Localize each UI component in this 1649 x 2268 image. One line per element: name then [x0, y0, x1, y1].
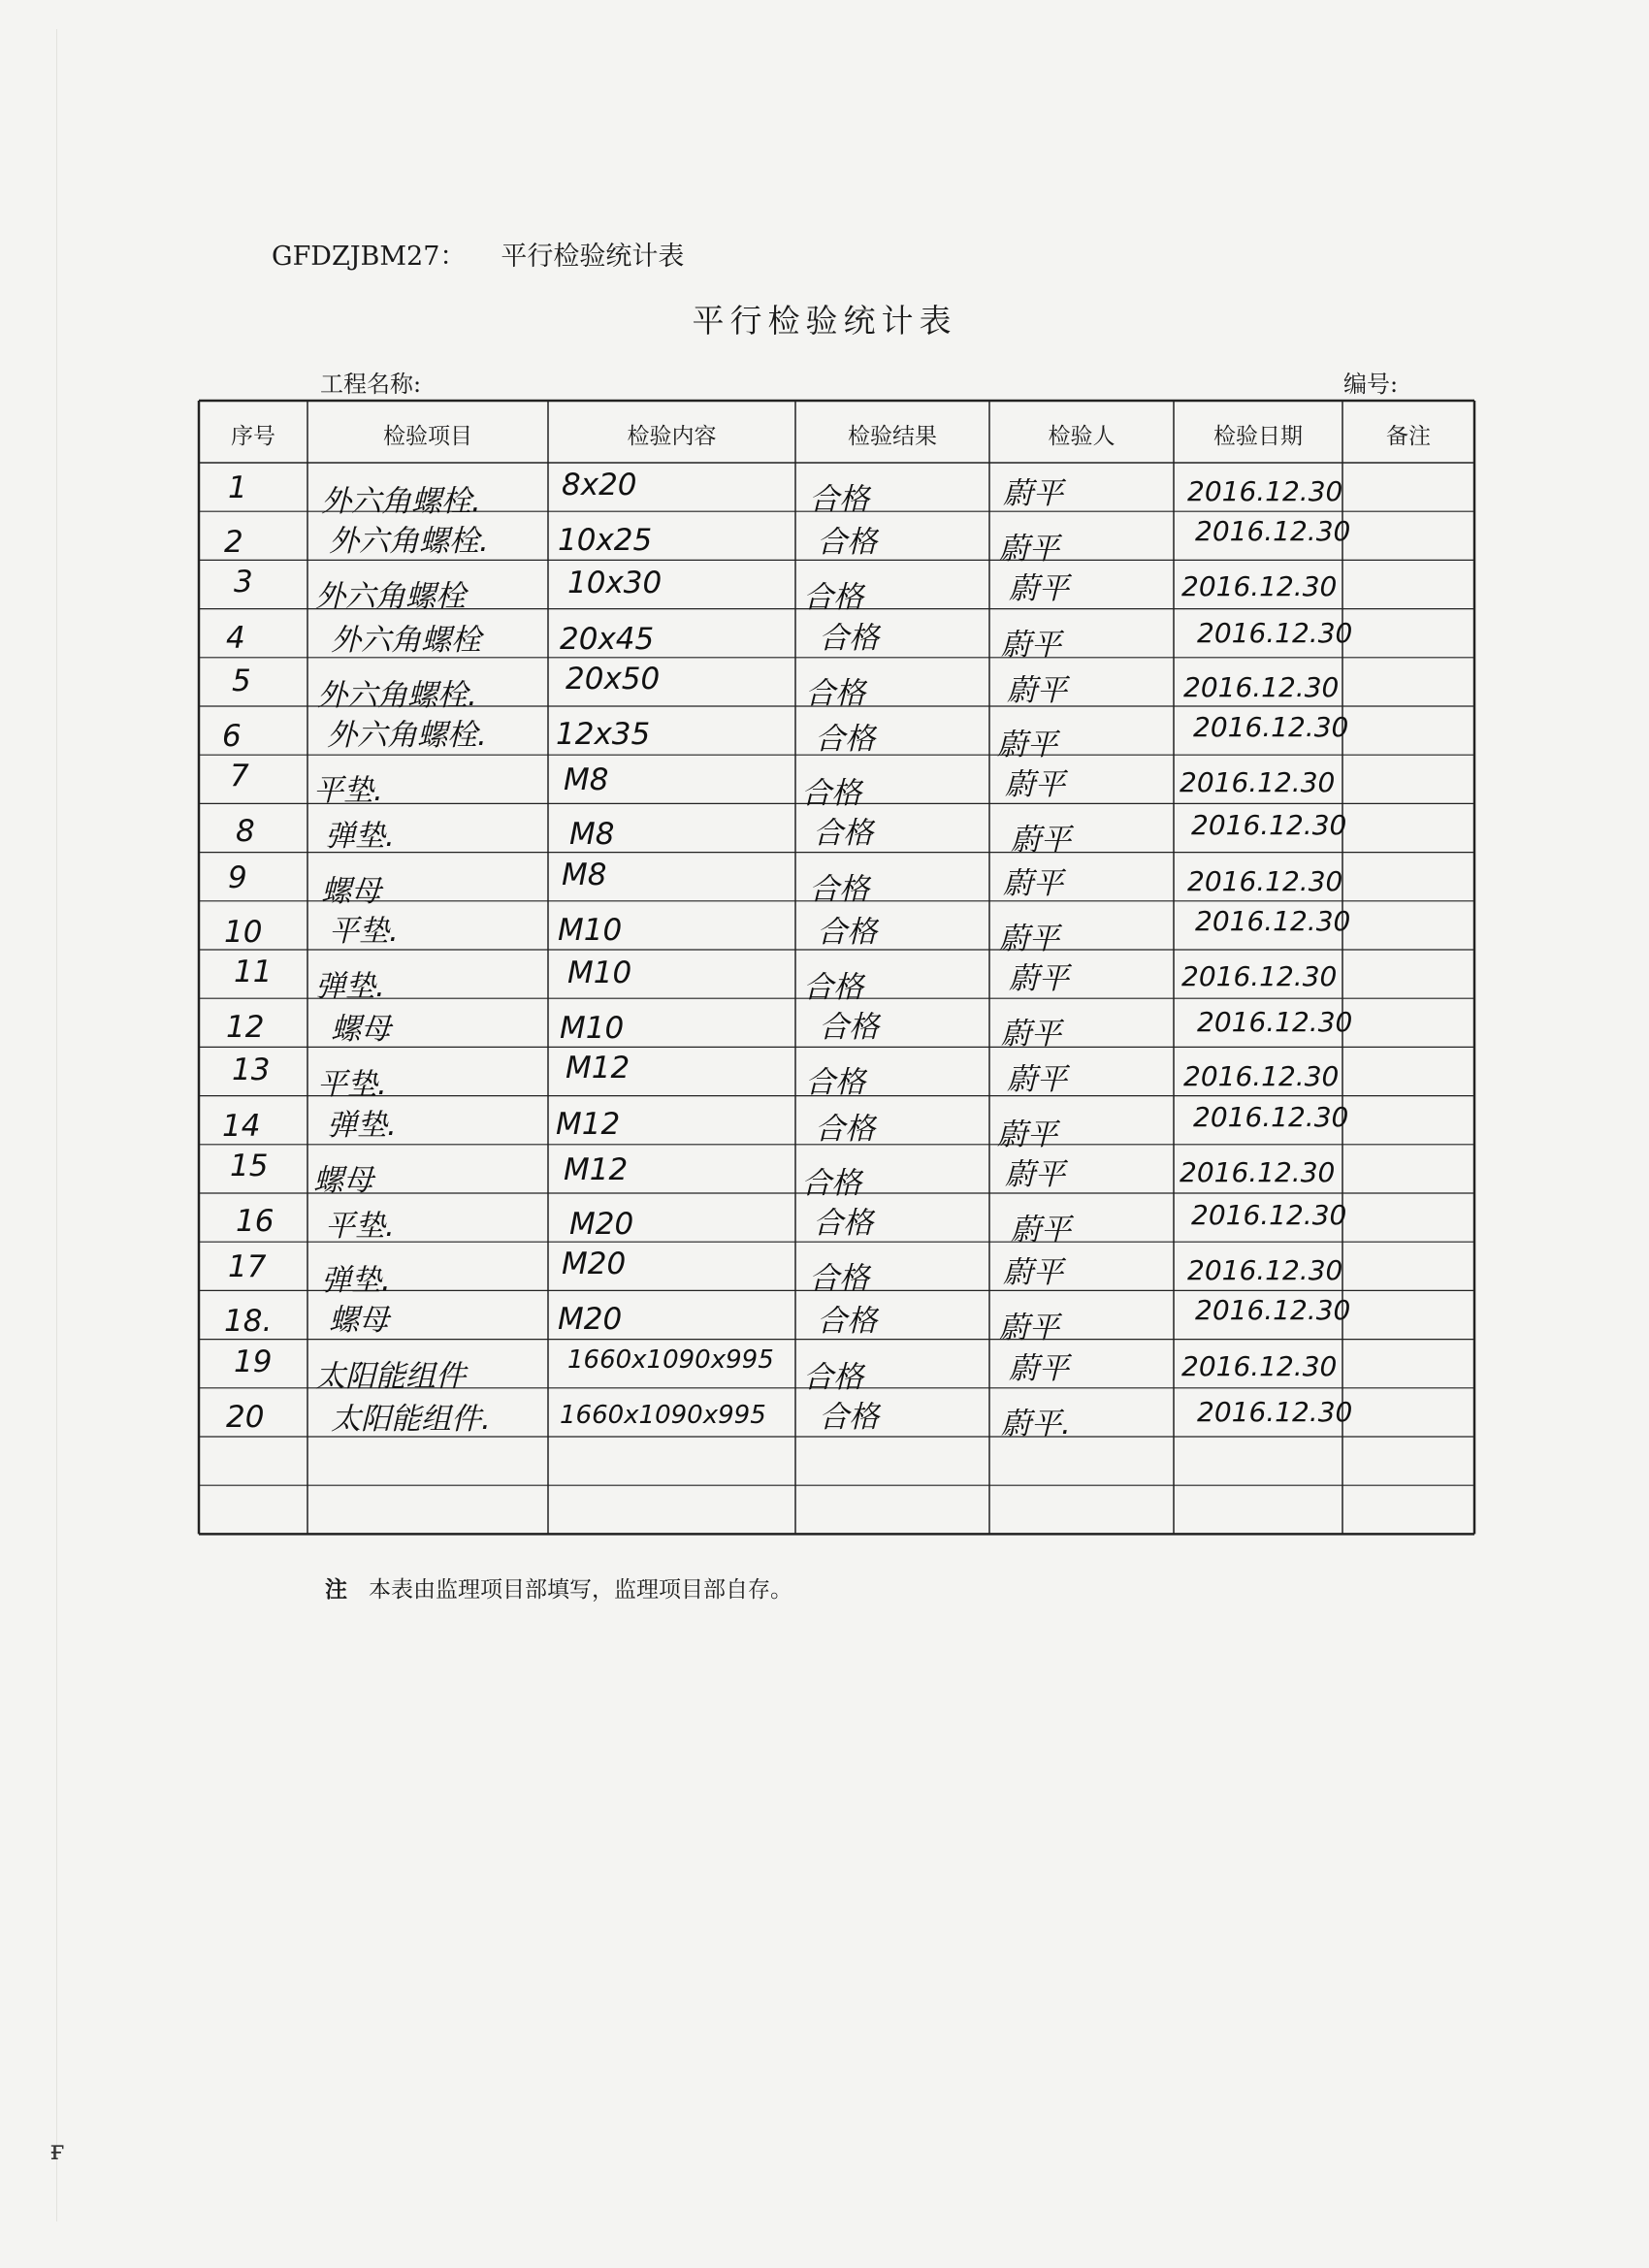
- cell-date: 2016.12.30: [1187, 475, 1343, 507]
- cell-result: 合格: [815, 722, 875, 757]
- footnote-prefix: 注: [325, 1576, 347, 1603]
- cell-item: 螺母: [313, 1162, 373, 1198]
- margin-mark: ғ: [50, 2134, 65, 2166]
- cell-content: M20: [558, 1302, 623, 1338]
- cell-date: 2016.12.30: [1195, 515, 1351, 548]
- column-header-date: 检验日期: [1213, 424, 1303, 449]
- cell-inspector: 蔚平: [1001, 627, 1061, 663]
- cell-content: 20x45: [560, 621, 655, 657]
- cell-result: 合格: [819, 1010, 879, 1046]
- cell-seq: 12: [226, 1010, 265, 1046]
- cell-content: M8: [562, 857, 607, 892]
- cell-content: 20x50: [566, 661, 661, 697]
- cell-result: 合格: [801, 1165, 861, 1201]
- cell-seq: 14: [222, 1108, 261, 1144]
- cell-item: 平垫.: [317, 1067, 387, 1103]
- cell-result: 合格: [805, 1065, 865, 1101]
- cell-date: 2016.12.30: [1181, 1349, 1338, 1382]
- cell-inspector: 蔚平: [1005, 767, 1065, 803]
- cell-item: 弹垫.: [327, 1107, 397, 1143]
- cell-inspector: 蔚平: [1005, 1156, 1065, 1192]
- cell-inspector: 蔚平: [1009, 571, 1069, 607]
- cell-item: 外六角螺栓.: [327, 718, 487, 753]
- cell-item: 弹垫.: [315, 969, 385, 1004]
- cell-result: 合格: [815, 1111, 875, 1147]
- cell-item: 弹垫.: [321, 1263, 391, 1299]
- cell-item: 弹垫.: [325, 819, 395, 855]
- cell-content: M20: [562, 1247, 627, 1282]
- cell-item: 外六角螺栓: [315, 579, 466, 615]
- cell-inspector: 蔚平: [1007, 672, 1067, 708]
- cell-content: M8: [569, 817, 615, 853]
- cell-date: 2016.12.30: [1181, 960, 1338, 992]
- cell-inspector: 蔚平: [999, 1311, 1059, 1346]
- page-title: 平行检验统计表: [692, 302, 957, 340]
- cell-item: 太阳能组件: [315, 1358, 466, 1394]
- cell-date: 2016.12.30: [1187, 1254, 1343, 1287]
- cell-date: 2016.12.30: [1195, 904, 1351, 937]
- cell-date: 2016.12.30: [1191, 1199, 1347, 1231]
- form-code-title: 平行检验统计表: [501, 242, 685, 272]
- cell-date: 2016.12.30: [1183, 1060, 1340, 1093]
- cell-seq: 3: [234, 565, 253, 600]
- cell-content: M12: [556, 1106, 621, 1142]
- column-header-seq: 序号: [231, 424, 275, 449]
- cell-item: 螺母: [321, 873, 381, 909]
- cell-result: 合格: [809, 482, 869, 517]
- cell-content: 12x35: [556, 717, 651, 752]
- cell-seq: 20: [226, 1399, 265, 1435]
- cell-content: M10: [558, 912, 623, 948]
- number-label: 编号:: [1343, 371, 1399, 398]
- cell-seq: 2: [224, 525, 243, 561]
- cell-seq: 6: [222, 719, 242, 754]
- cell-seq: 18.: [224, 1304, 273, 1340]
- cell-result: 合格: [817, 525, 877, 561]
- cell-date: 2016.12.30: [1193, 1100, 1349, 1133]
- cell-content: 10x25: [558, 523, 653, 559]
- project-name-label: 工程名称:: [320, 371, 422, 398]
- cell-inspector: 蔚平: [1007, 1062, 1067, 1098]
- cell-result: 合格: [803, 970, 863, 1005]
- cell-seq: 13: [232, 1053, 271, 1088]
- form-code: GFDZJBM27：: [272, 242, 467, 272]
- cell-inspector: 蔚平: [1003, 865, 1063, 901]
- cell-item: 外六角螺栓.: [317, 677, 477, 713]
- cell-content: 1660x1090x995: [560, 1400, 766, 1430]
- cell-result: 合格: [813, 816, 873, 852]
- cell-result: 合格: [819, 620, 879, 656]
- column-header-content: 检验内容: [627, 424, 717, 449]
- cell-item: 螺母: [329, 1303, 389, 1339]
- cell-item: 太阳能组件.: [331, 1401, 491, 1437]
- cell-inspector: 蔚平: [997, 1117, 1057, 1152]
- cell-inspector: 蔚平: [997, 728, 1057, 762]
- column-header-inspector: 检验人: [1048, 424, 1116, 449]
- cell-result: 合格: [819, 1399, 879, 1435]
- cell-result: 合格: [817, 914, 877, 950]
- cell-content: 1660x1090x995: [567, 1345, 774, 1375]
- cell-result: 合格: [813, 1206, 873, 1241]
- cell-date: 2016.12.30: [1183, 670, 1340, 703]
- cell-item: 外六角螺栓.: [329, 524, 489, 560]
- cell-content: M8: [564, 762, 609, 798]
- cell-inspector: 蔚平: [1009, 1350, 1069, 1386]
- cell-result: 合格: [817, 1304, 877, 1340]
- cell-seq: 8: [236, 814, 255, 850]
- cell-result: 合格: [803, 1359, 863, 1395]
- cell-item: 外六角螺栓: [331, 622, 481, 658]
- cell-inspector: 蔚平: [1009, 961, 1069, 996]
- cell-inspector: 蔚平: [1003, 1255, 1063, 1291]
- cell-item: 平垫.: [325, 1209, 395, 1244]
- cell-seq: 1: [228, 470, 247, 505]
- cell-item: 平垫.: [313, 773, 383, 809]
- cell-result: 合格: [809, 1261, 869, 1297]
- cell-content: 10x30: [567, 566, 663, 601]
- cell-date: 2016.12.30: [1197, 1395, 1353, 1428]
- cell-date: 2016.12.30: [1187, 864, 1343, 897]
- cell-seq: 19: [234, 1344, 273, 1379]
- cell-date: 2016.12.30: [1197, 616, 1353, 649]
- cell-content: M12: [566, 1051, 630, 1086]
- cell-date: 2016.12.30: [1181, 570, 1338, 603]
- column-header-result: 检验结果: [848, 424, 937, 449]
- cell-date: 2016.12.30: [1180, 766, 1336, 799]
- footnote: [325, 1571, 792, 1604]
- cell-seq: 5: [232, 663, 251, 698]
- cell-content: 8x20: [562, 468, 637, 502]
- cell-date: 2016.12.30: [1197, 1006, 1353, 1039]
- cell-seq: 16: [236, 1204, 275, 1239]
- cell-content: M10: [567, 956, 632, 990]
- cell-seq: 4: [226, 620, 245, 656]
- cell-seq: 17: [228, 1249, 267, 1285]
- cell-result: 合格: [801, 776, 861, 812]
- column-header-item: 检验项目: [383, 424, 472, 449]
- cell-inspector: 蔚平: [999, 921, 1059, 956]
- cell-item: 螺母: [331, 1012, 391, 1048]
- cell-inspector: 蔚平.: [1001, 1406, 1071, 1442]
- cell-content: M10: [560, 1011, 625, 1047]
- cell-date: 2016.12.30: [1191, 809, 1347, 842]
- cell-inspector: 蔚平: [1011, 823, 1071, 859]
- cell-item: 外六角螺栓.: [321, 484, 481, 519]
- cell-date: 2016.12.30: [1193, 711, 1349, 743]
- cell-inspector: 蔚平: [1001, 1017, 1061, 1053]
- cell-date: 2016.12.30: [1180, 1155, 1336, 1188]
- cell-date: 2016.12.30: [1195, 1294, 1351, 1327]
- cell-inspector: 蔚平: [1003, 476, 1063, 511]
- cell-seq: 10: [224, 914, 263, 950]
- cell-seq: 15: [230, 1148, 269, 1183]
- cell-result: 合格: [809, 871, 869, 907]
- cell-seq: 9: [228, 859, 247, 895]
- column-header-remark: 备注: [1386, 424, 1431, 449]
- cell-seq: 7: [230, 759, 249, 794]
- cell-inspector: 蔚平: [999, 532, 1059, 567]
- cell-result: 合格: [805, 675, 865, 711]
- cell-content: M20: [569, 1207, 634, 1242]
- footnote-text: 本表由监理项目部填写，监理项目部自存。: [369, 1577, 792, 1603]
- cell-item: 平垫.: [329, 913, 399, 949]
- cell-result: 合格: [803, 580, 863, 616]
- cell-content: M12: [564, 1151, 629, 1187]
- cell-inspector: 蔚平: [1011, 1213, 1071, 1247]
- cell-seq: 11: [234, 955, 273, 989]
